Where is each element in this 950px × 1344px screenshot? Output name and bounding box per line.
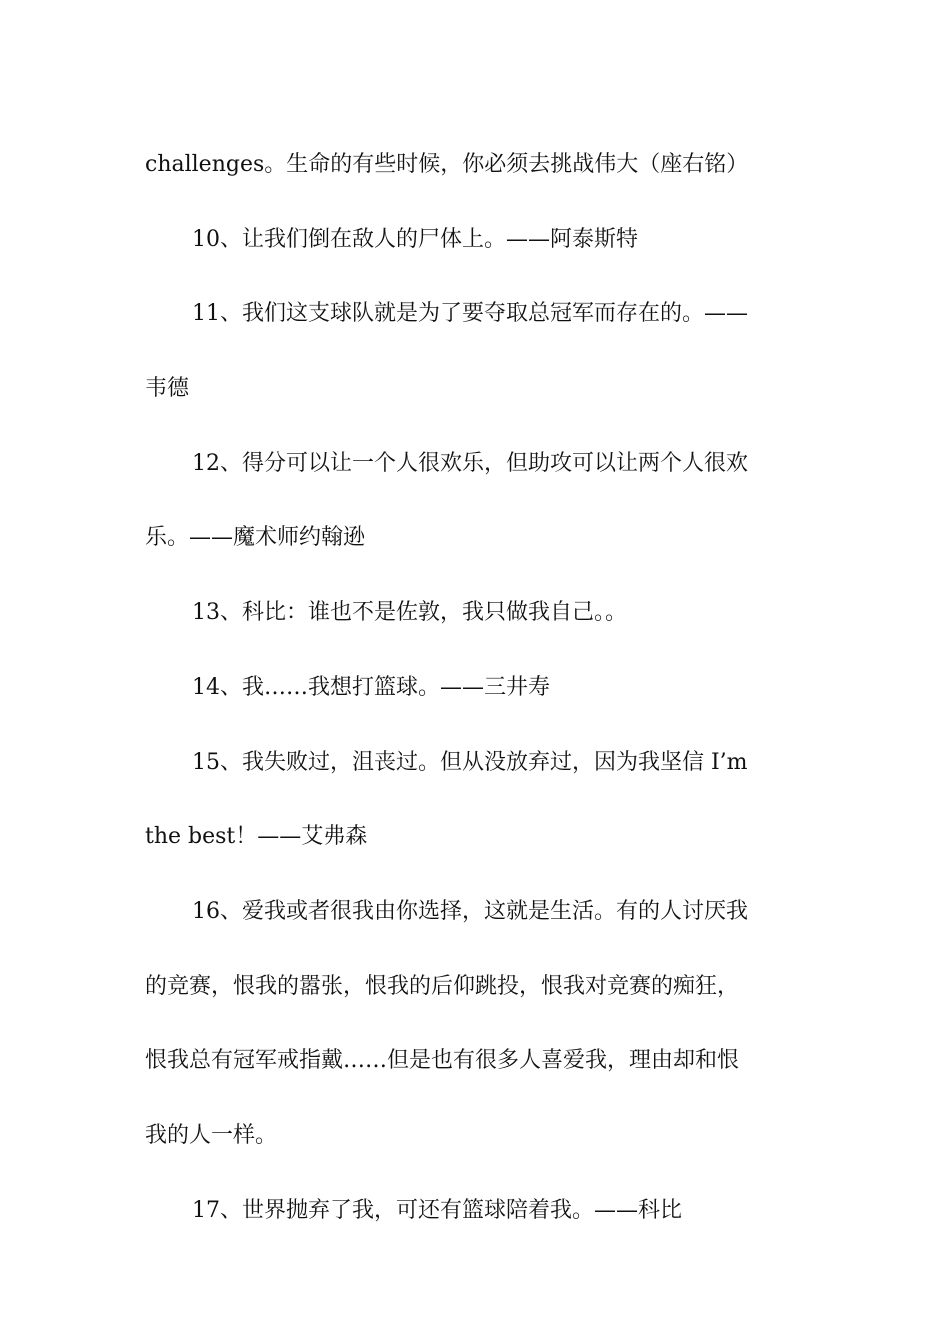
text-line: 的竞赛，恨我的嚣张，恨我的后仰跳投，恨我对竞赛的痴狂， bbox=[145, 973, 740, 999]
text-line: 我的人一样。 bbox=[145, 1122, 278, 1148]
document-body bbox=[145, 128, 815, 1248]
text-line: 乐。——魔术师约翰逊 bbox=[145, 525, 366, 551]
text-line: 10、让我们倒在敌人的尸体上。——阿泰斯特 bbox=[192, 226, 638, 252]
text-line: the best！——艾弗森 bbox=[145, 824, 368, 850]
text-line: 12、得分可以让一个人很欢乐，但助攻可以让两个人很欢 bbox=[192, 450, 748, 476]
text-line: 15、我失败过，沮丧过。但从没放弃过，因为我坚信 I’m bbox=[192, 749, 748, 775]
text-line: 韦德 bbox=[145, 376, 190, 402]
text-line: 14、我……我想打篮球。——三井寿 bbox=[192, 674, 550, 700]
text-line: challenges。生命的有些时候，你必须去挑战伟大（座右铭） bbox=[145, 152, 749, 177]
text-line: 11、我们这支球队就是为了要夺取总冠军而存在的。—— bbox=[192, 301, 748, 327]
text-line: 17、世界抛弃了我，可还有篮球陪着我。——科比 bbox=[192, 1197, 682, 1223]
text-line: 13、科比：谁也不是佐敦，我只做我自己。。 bbox=[192, 600, 627, 626]
text-line: 16、爱我或者很我由你选择，这就是生活。有的人讨厌我 bbox=[192, 898, 748, 924]
text-line: 恨我总有冠军戒指戴……但是也有很多人喜爱我，理由却和恨 bbox=[145, 1048, 740, 1074]
